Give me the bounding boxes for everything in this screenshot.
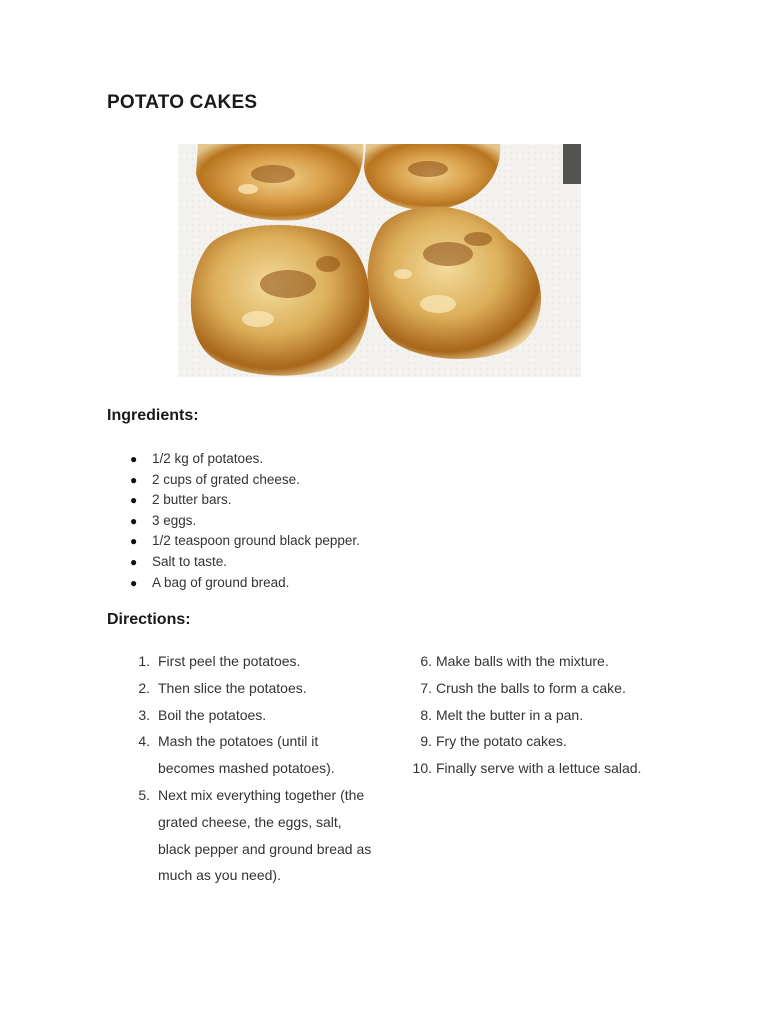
bullet-icon: ● (130, 534, 138, 549)
directions-list-right (406, 648, 666, 782)
direction-step (128, 702, 378, 729)
direction-step (406, 728, 666, 755)
step-number: 2. (138, 679, 150, 696)
page-title: POTATO CAKES (107, 92, 258, 113)
step-number: 5. (138, 786, 150, 803)
step-number: 4. (138, 733, 150, 750)
step-text: Crush the balls to form a cake. (436, 679, 626, 696)
direction-step (128, 728, 378, 782)
bullet-icon: ● (130, 575, 138, 590)
direction-step (406, 648, 666, 675)
step-text: Next mix everything together (the grated cheese, the eggs, salt, black pepper and ground bread as much as you need). (158, 786, 372, 884)
ingredients-heading: Ingredients: (107, 407, 199, 424)
bullet-icon: ● (130, 472, 138, 487)
bullet-icon: ● (130, 554, 138, 569)
potato-cakes-photo (178, 144, 581, 377)
step-number: 9. (420, 733, 432, 750)
list-item: ● 1/2 teaspoon ground black pepper. (130, 531, 360, 552)
step-number: 6. (420, 653, 432, 669)
step-number: 1. (138, 653, 150, 669)
list-item: ● A bag of ground bread. (130, 573, 360, 594)
direction-step (406, 675, 666, 702)
direction-step (406, 702, 666, 729)
direction-step (128, 675, 378, 702)
list-item: ● 3 eggs. (130, 511, 360, 532)
direction-step (406, 755, 666, 782)
list-item: ● Salt to taste. (130, 552, 360, 573)
directions-heading: Directions: (107, 611, 191, 628)
step-text: Mash the potatoes (until it becomes mashed potatoes). (158, 733, 335, 777)
list-item: ● 1/2 kg of potatoes. (130, 449, 360, 470)
step-text: Fry the potato cakes. (436, 733, 567, 750)
bullet-icon: ● (130, 513, 138, 528)
step-text: First peel the potatoes. (158, 653, 301, 669)
step-text: Melt the butter in a pan. (436, 706, 584, 723)
list-item: ● 2 butter bars. (130, 490, 360, 511)
direction-step (128, 648, 378, 675)
step-text: Boil the potatoes. (158, 706, 267, 723)
step-text: Then slice the potatoes. (158, 679, 307, 696)
direction-step (128, 782, 378, 889)
step-text: Finally serve with a lettuce salad. (436, 760, 642, 777)
step-number: 3. (138, 706, 150, 723)
step-number: 8. (420, 706, 432, 723)
step-number: 7. (420, 679, 432, 696)
bullet-icon: ● (130, 452, 138, 466)
step-text: Make balls with the mixture. (436, 653, 609, 669)
ingredients-list (130, 449, 360, 593)
list-item: ● 2 cups of grated cheese. (130, 470, 360, 491)
step-number: 10. (412, 760, 432, 777)
directions-list-left (128, 648, 378, 889)
bullet-icon: ● (130, 493, 138, 508)
potato-cakes-image (178, 144, 581, 377)
